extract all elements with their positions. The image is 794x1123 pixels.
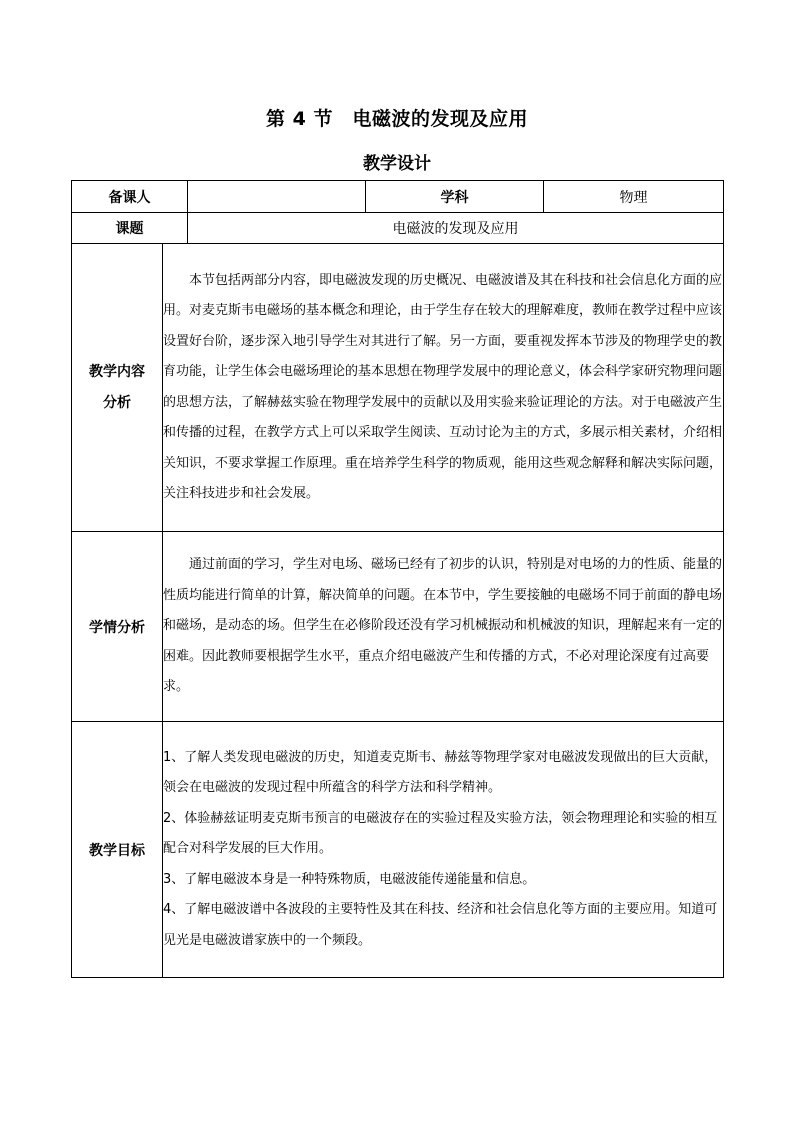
learner-analysis-row	[72, 532, 724, 722]
content-analysis-paragraph: 本节包括两部分内容，即电磁波发现的历史概况、电磁波谱及其在科技和社会信息化方面的应用。对麦克斯韦电磁场的基本概念和理论，由于学生存在较大的理解难度，教师在教学过程中应该设置好台阶，逐步深入地引导学生对其进行了解。另一方面，要重视发挥本节涉及的物理学史的教育功能，让学生体会电磁场理论的基本思想在物理学发展中的理论意义，体会科学家研究物理问题的思想方法，了解赫兹实验在物理学发展中的贡献以及用实验来验证理论的方法。对于电磁波产生和传播的过程，在教学方式上可以采取学生阅读、互动讨论为主的方式，多展示相关素材，介绍相关知识，不要求掌握工作原理。重在培养学生科学的物质观，能用这些观念解释和解决实际问题，关注科技进步和社会发展。	[163, 272, 723, 501]
subject-value: 物理	[544, 181, 724, 213]
objectives-label: 教学目标	[72, 722, 163, 978]
learner-analysis-label: 学情分析	[72, 532, 163, 722]
learner-analysis-paragraph: 通过前面的学习，学生对电场、磁场已经有了初步的认识，特别是对电场的力的性质、能量的性质均能进行简单的计算，解决简单的问题。在本节中，学生要接触的电磁场不同于前面的静电场和磁场，是动态的场。但学生在必修阶段还没有学习机械振动和机械波的知识，理解起来有一定的困难。因此教师要根据学生水平，重点介绍电磁波产生和传播的方式，不必对理论深度有过高要求。	[163, 557, 723, 695]
topic-label: 课题	[72, 213, 188, 244]
content-analysis-label-line1: 教学内容	[89, 363, 145, 380]
objective-item: 2、体验赫兹证明麦克斯韦预言的电磁波存在的实验过程及实验方法，领会物理理论和实验的相互配合对科学发展的巨大作用。	[163, 810, 718, 857]
content-analysis-row	[72, 244, 724, 532]
preparer-value	[188, 181, 366, 213]
document-subtitle: 教学设计	[363, 154, 431, 174]
content-analysis-label	[72, 244, 163, 532]
topic-value: 电磁波的发现及应用	[188, 213, 724, 244]
objective-item: 3、了解电磁波本身是一种特殊物质，电磁波能传递能量和信息。	[163, 871, 536, 887]
subject-label: 学科	[366, 181, 544, 213]
header-row	[72, 181, 724, 213]
objective-item: 4、了解电磁波谱中各波段的主要特性及其在科技、经济和社会信息化等方面的主要应用。知道可见光是电磁波谱家族中的一个频段。	[163, 902, 718, 948]
lesson-plan-table	[71, 180, 724, 978]
objective-item: 1、了解人类发现电磁波的历史，知道麦克斯韦、赫兹等物理学家对电磁波发现做出的巨大贡献，领会在电磁波的发现过程中所蕴含的科学方法和科学精神。	[163, 749, 718, 796]
learner-analysis-text	[163, 532, 724, 722]
content-analysis-text	[163, 244, 724, 532]
content-analysis-label-line2: 分析	[103, 394, 131, 411]
objectives-row	[72, 722, 724, 978]
document-title: 第 4 节 电磁波的发现及应用	[266, 108, 528, 130]
preparer-label: 备课人	[72, 181, 188, 213]
objectives-list	[163, 722, 724, 978]
topic-row	[72, 213, 724, 244]
